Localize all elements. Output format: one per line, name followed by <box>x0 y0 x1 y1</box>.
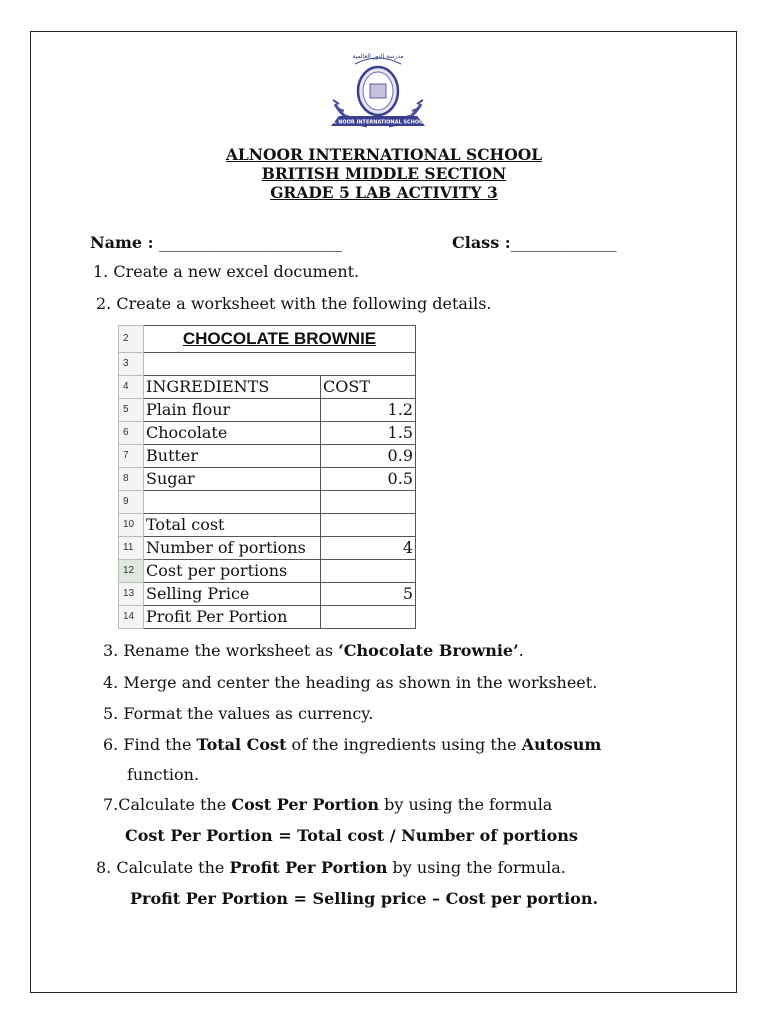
cost-cell <box>321 491 416 514</box>
sheet-row <box>119 445 416 468</box>
sheet-row <box>119 583 416 606</box>
step-6-text: 6. Find the <box>103 735 197 754</box>
cost-cell: 0.9 <box>321 445 416 468</box>
step-5: 5. Format the values as currency. <box>103 704 374 723</box>
cost-cell <box>321 560 416 583</box>
row-number: 8 <box>119 468 144 491</box>
step-6-continued: function. <box>127 765 200 784</box>
step-7-text-2: by using the formula <box>379 795 553 814</box>
step-4: 4. Merge and center the heading as shown in the worksheet. <box>103 673 598 692</box>
step-6-text-2: of the ingredients using the <box>286 735 522 754</box>
ingredient-cell: Number of portions <box>144 537 321 560</box>
row-number: 4 <box>119 376 144 399</box>
step-2: 2. Create a worksheet with the following details. <box>96 294 492 313</box>
step-7-text: 7.Calculate the <box>103 795 232 814</box>
row-number: 5 <box>119 399 144 422</box>
row-number: 10 <box>119 514 144 537</box>
cost-cell: 4 <box>321 537 416 560</box>
row-number: 14 <box>119 606 144 629</box>
row-number: 9 <box>119 491 144 514</box>
row-number: 7 <box>119 445 144 468</box>
name-label: Name : <box>90 233 154 252</box>
step-3-text: 3. Rename the worksheet as <box>103 641 339 660</box>
ingredient-cell: INGREDIENTS <box>144 376 321 399</box>
step-3-end: . <box>518 641 524 660</box>
step-6-autosum: Autosum <box>521 735 602 754</box>
step-8-profit-per-portion: Profit Per Portion <box>229 858 388 877</box>
ingredient-cell <box>144 491 321 514</box>
step-1: 1. Create a new excel document. <box>93 262 360 281</box>
step-7-cost-per-portion: Cost Per Portion <box>231 795 379 814</box>
cost-cell: COST <box>321 376 416 399</box>
class-label: Class : <box>452 233 511 252</box>
ingredient-cell: Selling Price <box>144 583 321 606</box>
sheet-row <box>119 606 416 629</box>
cost-cell: 5 <box>321 583 416 606</box>
row-number: 11 <box>119 537 144 560</box>
school-logo <box>315 44 441 134</box>
class-field[interactable] <box>452 233 616 252</box>
name-field[interactable] <box>90 233 341 252</box>
row-number: 6 <box>119 422 144 445</box>
sheet-row <box>119 326 416 353</box>
cost-cell: 1.2 <box>321 399 416 422</box>
worksheet-title: CHOCOLATE BROWNIE <box>144 326 416 353</box>
sheet-row <box>119 422 416 445</box>
worksheet-table <box>118 325 416 629</box>
step-3-sheet-name: ‘Chocolate Brownie’ <box>338 641 519 660</box>
sheet-row <box>119 491 416 514</box>
ingredient-cell: Sugar <box>144 468 321 491</box>
sheet-row <box>119 468 416 491</box>
sheet-row <box>119 560 416 583</box>
step-8-text-2: by using the formula. <box>387 858 566 877</box>
ingredient-cell: Cost per portions <box>144 560 321 583</box>
row-number: 13 <box>119 583 144 606</box>
section-heading: BRITISH MIDDLE SECTION <box>261 164 507 183</box>
step-3 <box>103 641 524 660</box>
class-blank: _______________ <box>510 233 616 252</box>
row-number: 2 <box>119 326 144 353</box>
step-7 <box>103 795 552 814</box>
ingredient-cell: Chocolate <box>144 422 321 445</box>
sheet-row <box>119 514 416 537</box>
activity-heading: GRADE 5 LAB ACTIVITY 3 <box>270 183 498 202</box>
sheet-row <box>119 399 416 422</box>
step-6 <box>103 735 601 754</box>
cost-cell: 0.5 <box>321 468 416 491</box>
row-number: 12 <box>119 560 144 583</box>
sheet-row <box>119 376 416 399</box>
school-name-heading: ALNOOR INTERNATIONAL SCHOOL <box>225 145 543 164</box>
ingredient-cell: Butter <box>144 445 321 468</box>
step-8 <box>96 858 566 877</box>
name-blank: __________________________ <box>159 233 342 252</box>
ingredient-cell: Profit Per Portion <box>144 606 321 629</box>
step-6-total-cost: Total Cost <box>196 735 287 754</box>
step-8-text: 8. Calculate the <box>96 858 230 877</box>
formula-profit-per-portion: Profit Per Portion = Selling price – Cost per portion. <box>130 889 599 908</box>
sheet-row <box>119 353 416 376</box>
sheet-row <box>119 537 416 560</box>
cost-cell: 1.5 <box>321 422 416 445</box>
ingredient-cell: Total cost <box>144 514 321 537</box>
cost-cell <box>321 606 416 629</box>
cost-cell <box>321 514 416 537</box>
formula-cost-per-portion: Cost Per Portion = Total cost / Number of portions <box>125 826 578 845</box>
row-number: 3 <box>119 353 144 376</box>
logo-banner-text: AL NOOR INTERNATIONAL SCHOOL <box>329 119 427 126</box>
ingredient-cell <box>144 353 416 376</box>
logo-arabic-text: مدرسة النور العالمية <box>352 53 404 60</box>
ingredient-cell: Plain flour <box>144 399 321 422</box>
